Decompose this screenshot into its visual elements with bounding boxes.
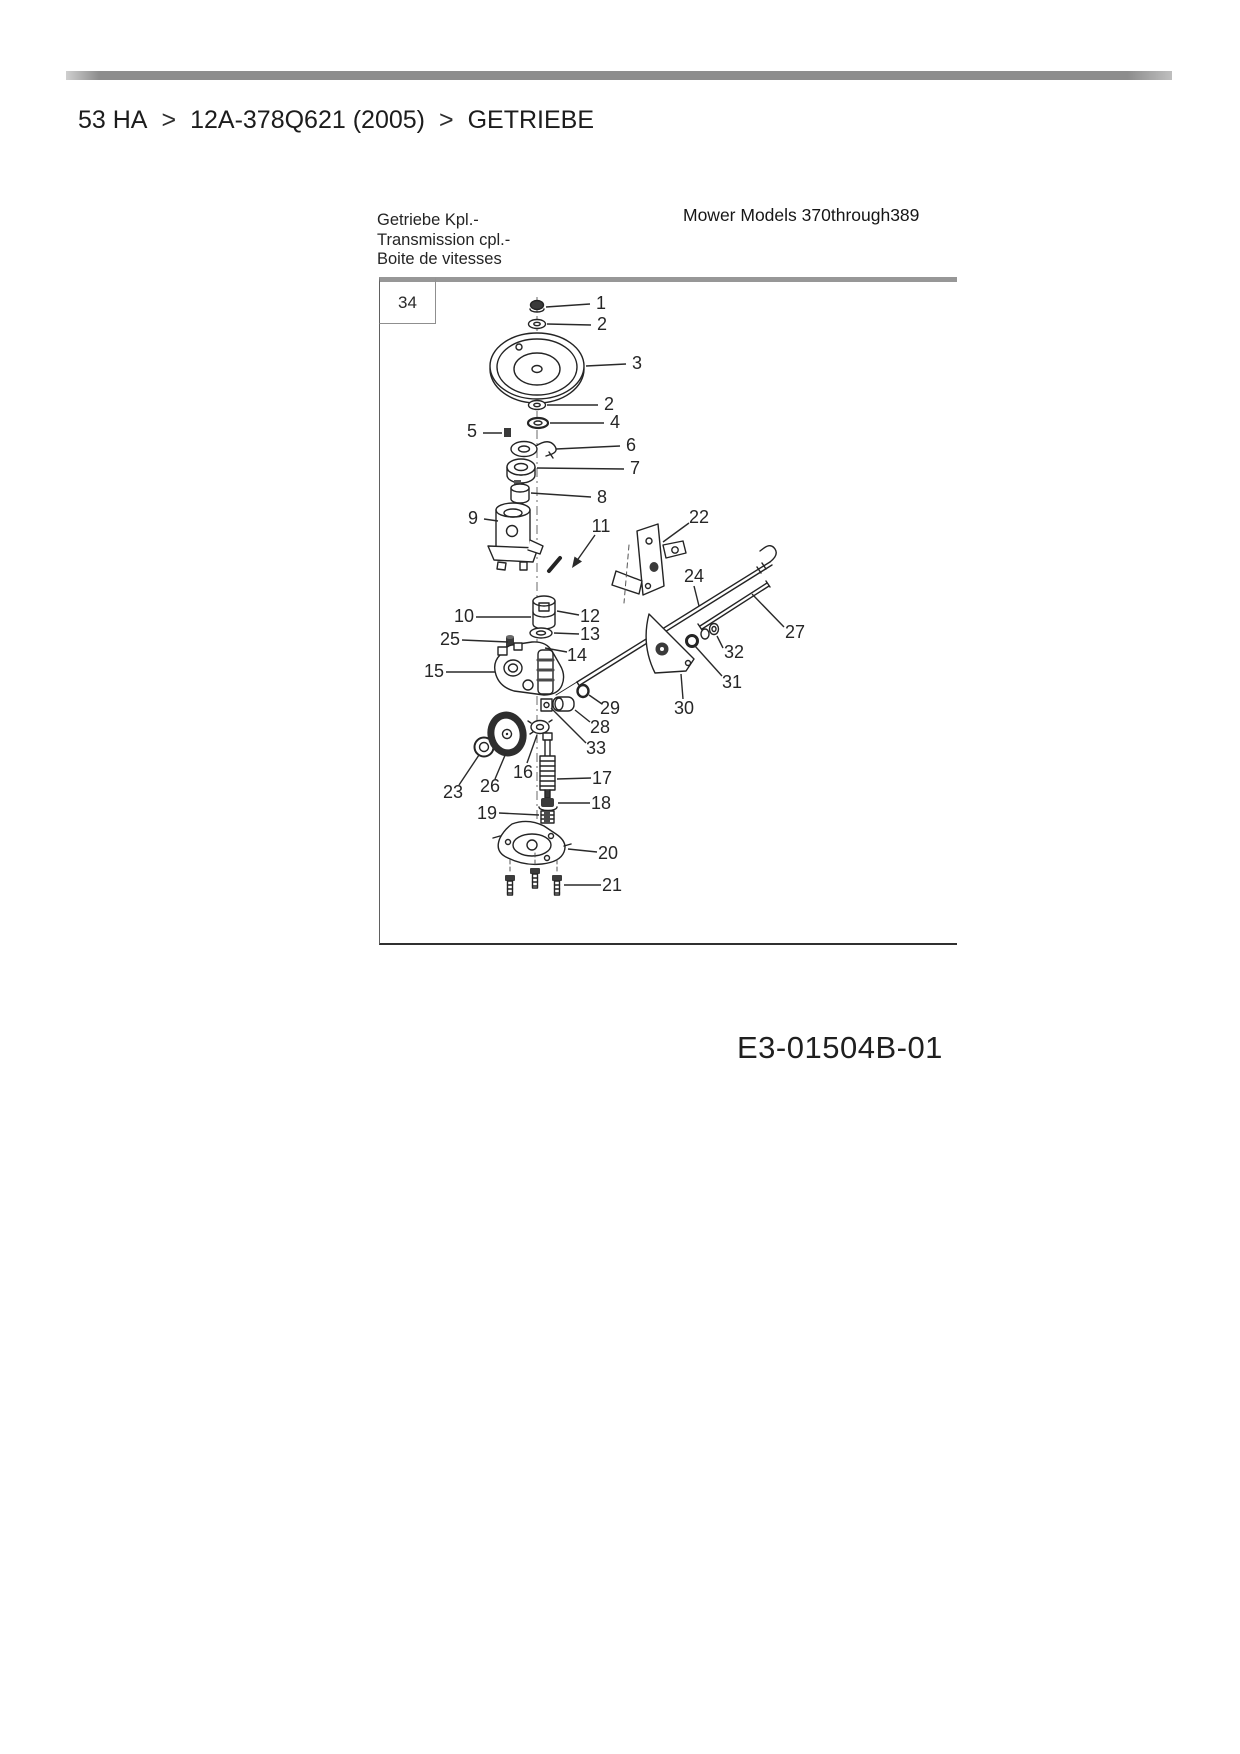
callout-leader-16 [527, 735, 537, 763]
part-33-washer [541, 699, 552, 711]
callout-label-32: 32 [723, 642, 745, 662]
callout-label-1: 1 [595, 293, 607, 313]
callout-leader-17 [557, 778, 591, 779]
callout-label-10: 10 [453, 606, 475, 626]
callout-leader-3 [586, 364, 626, 366]
callout-leader-1 [546, 304, 590, 307]
callout-label-23: 23 [442, 782, 464, 802]
callout-leader-12 [557, 611, 579, 615]
breadcrumb-separator: > [438, 106, 454, 134]
callout-leader-20 [568, 849, 597, 852]
part-13-washer [530, 628, 552, 638]
callout-leader-7 [537, 468, 624, 469]
breadcrumb-item-category[interactable]: 53 HA [78, 106, 148, 134]
part-4-washer [528, 418, 548, 428]
callout-label-19: 19 [476, 803, 498, 823]
callout-leader-6 [556, 446, 620, 449]
part-29-ring [578, 685, 589, 697]
part-5-set-screw [504, 428, 511, 437]
part-26-gear-wheel [488, 713, 526, 756]
callout-label-18: 18 [590, 793, 612, 813]
diagram-title-en: Transmission cpl.- [377, 230, 511, 249]
callout-leader-25 [462, 640, 508, 642]
callout-leader-22 [663, 523, 689, 542]
drawing-code: E3-01504B-01 [737, 1030, 943, 1065]
part-31-bushing [687, 636, 698, 647]
callout-leader-32 [717, 636, 723, 648]
model-range-note: Mower Models 370through389 [683, 205, 920, 225]
callout-label-4: 4 [609, 412, 621, 432]
callout-label-33: 33 [585, 738, 607, 758]
part-18-nut [539, 798, 557, 811]
callout-leader-27 [752, 594, 784, 627]
part-2-washer-lower [529, 401, 546, 410]
sheet-number: 34 [398, 292, 417, 312]
diagram-title-fr: Boite de vitesses [377, 250, 502, 268]
part-7-bearing [507, 459, 535, 483]
callout-label-8: 8 [596, 487, 608, 507]
callout-label-31: 31 [721, 672, 743, 692]
part-9-shift-yoke [488, 503, 543, 570]
callout-label-5: 5 [466, 421, 478, 441]
part-8-coupler [511, 480, 529, 503]
callout-label-24: 24 [683, 566, 705, 586]
callout-label-26: 26 [479, 776, 501, 796]
callout-label-27: 27 [784, 622, 806, 642]
callout-leader-8 [531, 493, 591, 497]
callout-label-30: 30 [673, 698, 695, 718]
part-6-belt-keeper [511, 442, 556, 459]
callout-leader-24 [694, 586, 699, 606]
diagram-title-de: Getriebe Kpl.- [377, 211, 479, 229]
callout-label-16: 16 [512, 762, 534, 782]
callout-label-9: 9 [467, 508, 479, 528]
part-28-bushing [553, 697, 574, 711]
callout-label-2: 2 [596, 314, 608, 334]
callout-label-25: 25 [439, 629, 461, 649]
callout-leader-19 [499, 813, 539, 815]
part-12-spacer [533, 596, 555, 629]
callout-leader-33 [551, 708, 586, 743]
callout-label-17: 17 [591, 768, 613, 788]
callout-leader-11 [576, 535, 595, 562]
callout-leader-28 [575, 710, 590, 722]
callout-label-2b: 2 [603, 394, 615, 414]
callout-label-13: 13 [579, 624, 601, 644]
part-17-shaft-spring [540, 733, 555, 798]
callout-label-20: 20 [597, 843, 619, 863]
callout-label-29: 29 [599, 698, 621, 718]
breadcrumb-separator: > [161, 106, 177, 134]
callout-layer [424, 293, 805, 895]
callout-label-11: 11 [591, 516, 611, 536]
part-20-housing-cover [493, 821, 571, 864]
callout-label-21: 21 [601, 875, 623, 895]
callout-label-6: 6 [625, 435, 637, 455]
callout-leader-31 [695, 646, 722, 676]
callout-leader-30 [681, 674, 683, 699]
breadcrumb-item-model[interactable]: 12A-378Q621 (2005) [190, 106, 425, 134]
callout-label-3: 3 [631, 353, 643, 373]
callout-label-14: 14 [566, 645, 588, 665]
part-22-bracket [612, 524, 686, 603]
callout-label-7: 7 [629, 458, 641, 478]
callout-leader-2 [547, 324, 591, 325]
part-11-roll-pin [549, 557, 582, 572]
breadcrumb-item-section: GETRIEBE [467, 106, 595, 134]
callout-label-15: 15 [423, 661, 445, 681]
part-3-pulley [490, 333, 584, 403]
part-32-washers [701, 624, 719, 640]
callout-label-12: 12 [579, 606, 601, 626]
callout-label-22: 22 [688, 507, 710, 527]
part-2-washer-upper [529, 320, 546, 329]
part-19-worm-gear [541, 811, 554, 823]
callout-leader-13 [554, 633, 579, 634]
callout-leader-23 [459, 755, 479, 785]
callout-label-28: 28 [589, 717, 611, 737]
